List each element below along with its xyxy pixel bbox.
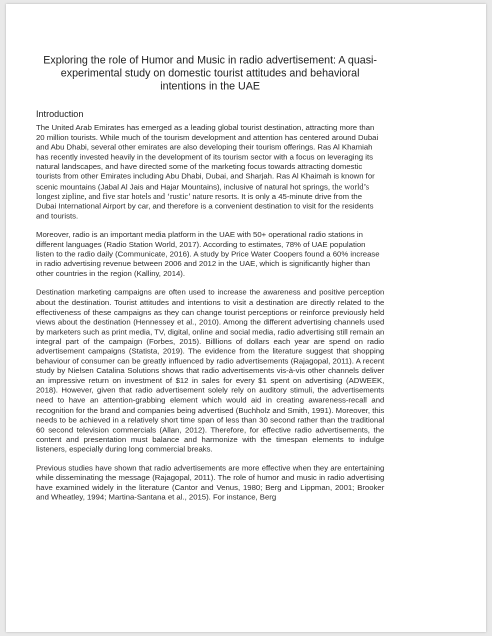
paragraph-serif-text: the world’s longest zipline, and five star hotels and ‘rustic’ nature resorts.	[36, 182, 370, 202]
paragraph-text: The United Arab Emirates has emerged as a leading global tourist destination, attracting more than 20 million tourists. While much of the tourism development and attention has centered around Dubai and Abu Dhabi, several other emirates are also developing their tourism offerings. Ras Al Khamiah has recently invested heavily in the development of its tourism sector with a focus on leveraging its natural landscapes, and have directed some of the marketing focus towards attracting domestic tourists from other Emirates including Abu Dhabi, Dubai, and Sharjah. Ras Al Khaimah is known for scenic mountains (Jabal Al Jais and Hajar Mountains), inclusive of natural hot springs,	[36, 123, 379, 192]
paragraph-text: It is only a 45-minute drive from the Dubai International Airport by car, and therefore is a convenient destination to visit for the residents and tourists.	[36, 192, 374, 221]
section-heading-introduction: Introduction	[36, 109, 84, 120]
paragraph-previous-studies: Previous studies have shown that radio advertisements are more effective when they are entertaining while disseminating the message (Rajagopal, 2011). The role of humor and music in radio advertising have examined widely in the literature (Cantor and Venus, 1980; Berg and Lippman, 2001; Brooker and Wheatley, 1994; Martina-Santana et al., 2015). For instance, Berg	[36, 463, 385, 503]
paragraph-destination-marketing: Destination marketing campaigns are often used to increase the awareness and positive perception about the destination. Tourist attitudes and intentions to visit a destination are directly related to the effectiveness of these campaigns as they can change tourist perceptions or reinforce previously held views about the destination (Hennessey et al., 2010). Among the different advertising channels used by marketers such as print media, TV, digital, online and social media, radio advertising still remain an integral part of the campaign (Forbes, 2015). Billlions of dollars each year are spend on radio advertisement campaigns (Statista, 2019). The evidence from the literature suggest that shopping behaviour of consumer can be greatly influenced by radio advertisements (Rajagopal, 2011). A recent study by Nielsen Catalina Solutions shows that radio advertisements vis-à-vis other channels deliver an impressive return on investment of $12 in sales for every $1 spent on advertising (ADWEEK, 2018). However, given that radio advertisement solely rely on auditory stimuli, the advertisements need to have an attention-grabbing element which would aid in creating awareness-recall and recognition for the brand and companies being advertised (Buchholz and Smith, 1991). Moreover, this needs to be achieved in a relatively short time span of less than 30 second rather than the traditional 60 second television commercials (Allan, 2012). Therefore, for effective radio advertisements, the content and presentation must balance and harmonize with the timespan elements to indulge listeners, especially during long commercial breaks.	[36, 288, 385, 455]
document-page	[6, 4, 486, 632]
document-content	[36, 54, 384, 512]
paragraph-radio-uae: Moreover, radio is an important media platform in the UAE with 50+ operational radio stations in different languages (Radio Station World, 2017). According to estimates, 78% of UAE population listen to the radio daily (Communicate, 2016). A study by Price Water Coopers found a 60% increase in radio advertising revenue between 2006 and 2012 in the UAE, which is significantly higher than other countries in the region (Kalliny, 2014).	[36, 230, 380, 279]
paragraph-tourism-uae	[36, 124, 384, 222]
paper-title: Exploring the role of Humor and Music in radio advertisement: A quasi-experimental study on domestic tourist attitudes and behavioral intentions in the UAE	[43, 54, 377, 93]
